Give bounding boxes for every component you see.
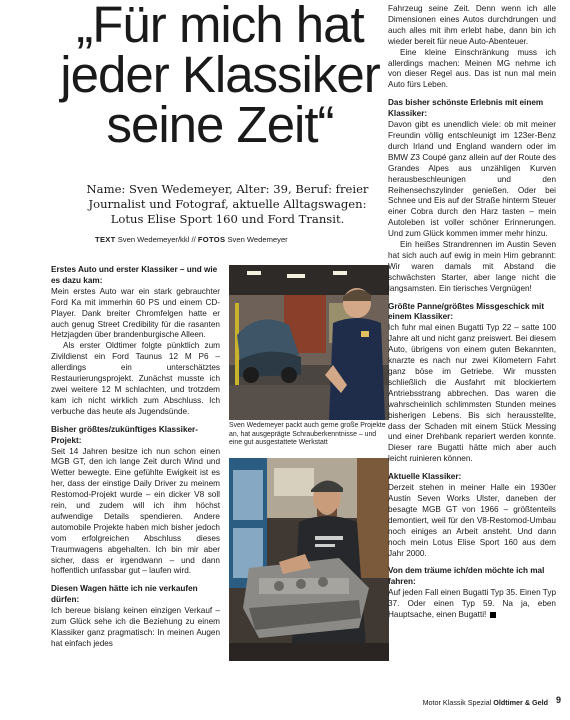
paragraph: Ein heißes Strandrennen im Austin Seven hat sich auch auf ewig in mein Hirn gebrannt: Wir waren damals mit Abstand die schwächsten Starter, aber lange nicht die langsamsten. Ein tierisches Vergnügen! bbox=[388, 240, 556, 293]
engine-photo bbox=[229, 458, 389, 661]
headline-line-2: jeder Klassiker bbox=[60, 46, 380, 103]
paragraph: Davon gibt es unendlich viele: ob mit meiner Freundin völlig entschleunigt im 123er-Benz durch Irland und England wandern oder im BMW Z3 Coupé ganz allein auf der Route des Grandes Alpes aus unzähligen Kurven herausbeschleunigen und den Reihensechszylinder genießen. Oder bei Schnee und Eis auf der Straße hinterm Steuer einer Cobra durch den Harz tasten – mein Autoleben ist voller schöner Erinnerungen. Und zum Glück kommen immer mehr hinzu. bbox=[388, 120, 556, 239]
page-number: 9 bbox=[556, 695, 562, 705]
credit-text-value: Sven Wedemeyer/kkl bbox=[117, 235, 190, 244]
paragraph: Derzeit stehen in meiner Halle ein 1930er Austin Seven Works Ulster, daneben der besagte MGB GT von 1966 – größtenteils demontiert, weil für den V8-Restomod-Umbau noch einiges an Arbeit ansteht. Und dann noch mein Lotus Elise Sport 160 aus dem Jahr 2000. bbox=[388, 483, 556, 558]
credit-separator: // bbox=[191, 235, 196, 244]
article-column-1 bbox=[51, 265, 220, 650]
paragraph: Ich bereue bislang keinen einzigen Verkauf – zum Glück sehe ich die Beziehung zu einem Klassiker ganz pragmatisch: In meinen Augen hat einfach jedes bbox=[51, 606, 220, 648]
paragraph: Seit 14 Jahren besitze ich nun schon einen MGB GT, den ich lange Zeit durch Wind und Wetter bewegte. Eine gefühlte Ewigkeit ist es her, dass der einstige Daily Driver zu meinem Restomod-Projekt wurde – ein dicker V8 soll rein, und zudem will ich ihm höchst aufwendige Details spendieren. Andere automobile Projekte haben mich bisher jedoch vom erfolgreichen Abschluss dieses Traumwagens abgehalten. Ich bin mir aber sicher, dass er irgendwann – und dann hoffentlich unfassbar gut – laufen wird. bbox=[51, 446, 220, 576]
footer-section: Oldtimer & Geld bbox=[493, 698, 548, 707]
headline bbox=[60, 0, 380, 153]
credits bbox=[95, 235, 375, 244]
intro-text: Name: Sven Wedemeyer, Alter: 39, Beruf: freier Journalist und Fotograf, aktuelle Alltagswagen: Lotus Elise Sport 160 und Ford Transit. bbox=[86, 182, 369, 226]
question-biggest-project: Bisher größtes/zukünftiges Klassiker-Projekt: bbox=[51, 424, 198, 445]
article-column-3 bbox=[388, 4, 556, 621]
paragraph: Fahrzeug seine Zeit. Denn wenn ich alle Dimensionen eines Autos durchdrungen und auch alles mit ihm erlebt habe, dann bin ich wieder bereit für neue Auto-Abenteuer. bbox=[388, 4, 556, 46]
paragraph bbox=[388, 588, 556, 621]
credit-photo-value: Sven Wedemeyer bbox=[227, 235, 288, 244]
paragraph: Mein erstes Auto war ein stark gebrauchter Ford Ka mit immerhin 60 PS und einem CD-Player. Dank breiter Chromfelgen hatte er auch genug Street Credibility für die rasanten Hetzjagden über brandenburgische Alleen. bbox=[51, 286, 220, 340]
paragraph: Ich fuhr mal einen Bugatti Typ 22 – satte 100 Jahre alt und nicht ganz preiswert. Bei diesem Auto, übrigens von einem guten Bekannten, knarzte es nach nur zwei Kilometern Fahrt ganz böse im Getriebe. Wir mussten schließlich die Ausfahrt mit blockiertem Antriebsstrang abbrechen. Das waren die wahrscheinlich schlimmsten Stunden meines bisherigen Lebens. Bis sich herausstellte, dass der Schaden mit einem Stück Messing und einer Drehbank repariert werden konnte. Dieser rare Bugatti hätte mich aber auch leicht ruinieren können. bbox=[388, 323, 556, 464]
page-footer bbox=[378, 698, 548, 707]
end-mark-icon bbox=[490, 612, 496, 618]
paragraph: Eine kleine Einschränkung muss ich allerdings machen: Meinen MG nehme ich von dieser Regel aus. Das ist nun mal mein Auto fürs Leben. bbox=[388, 47, 556, 90]
footer-magazine: Motor Klassik Spezial bbox=[422, 698, 492, 707]
credit-text-label: TEXT bbox=[95, 235, 116, 244]
paragraph-text: Auf jeden Fall einen Bugatti Typ 35. Einen Typ 37. Oder einen Typ 59. Na ja, eben Hauptsache, einen Bugatti! bbox=[388, 588, 556, 620]
question-best-experience: Das bisher schönste Erlebnis mit einem Klassiker: bbox=[388, 98, 544, 119]
headline-line-3: seine Zeit“ bbox=[106, 96, 334, 153]
question-dream-car: Von dem träume ich/den möchte ich mal fahren: bbox=[388, 566, 545, 587]
question-current-classics: Aktuelle Klassiker: bbox=[388, 472, 462, 482]
photo-caption: Sven Wedemeyer packt auch gerne große Projekte an, hat ausgeprägte Schrauberkenntnisse – und eine gut ausgestattete Werkstatt bbox=[229, 422, 386, 447]
paragraph: Als erster Oldtimer folgte pünktlich zum Zivildienst ein Ford Taunus 12 M P6 – allerdings ein unterschätztes Restaurierungsprojekt. Zunächst musste ich zwei weitere 12 M schlachten, und trotzdem kam ich nicht wirklich zum Abschluss. Ich verbuche das heute als Jugendsünde. bbox=[51, 341, 220, 416]
question-never-sell: Diesen Wagen hätte ich nie verkaufen dürfen: bbox=[51, 584, 198, 605]
question-first-car: Erstes Auto und erster Klassiker – und wie es dazu kam: bbox=[51, 265, 218, 285]
credit-photo-label: FOTOS bbox=[197, 235, 226, 244]
question-biggest-breakdown: Größte Panne/größtes Missgeschick mit einem Klassiker: bbox=[388, 301, 545, 322]
headline-line-1: „Für mich hat bbox=[76, 0, 364, 53]
workshop-photo bbox=[229, 265, 389, 420]
